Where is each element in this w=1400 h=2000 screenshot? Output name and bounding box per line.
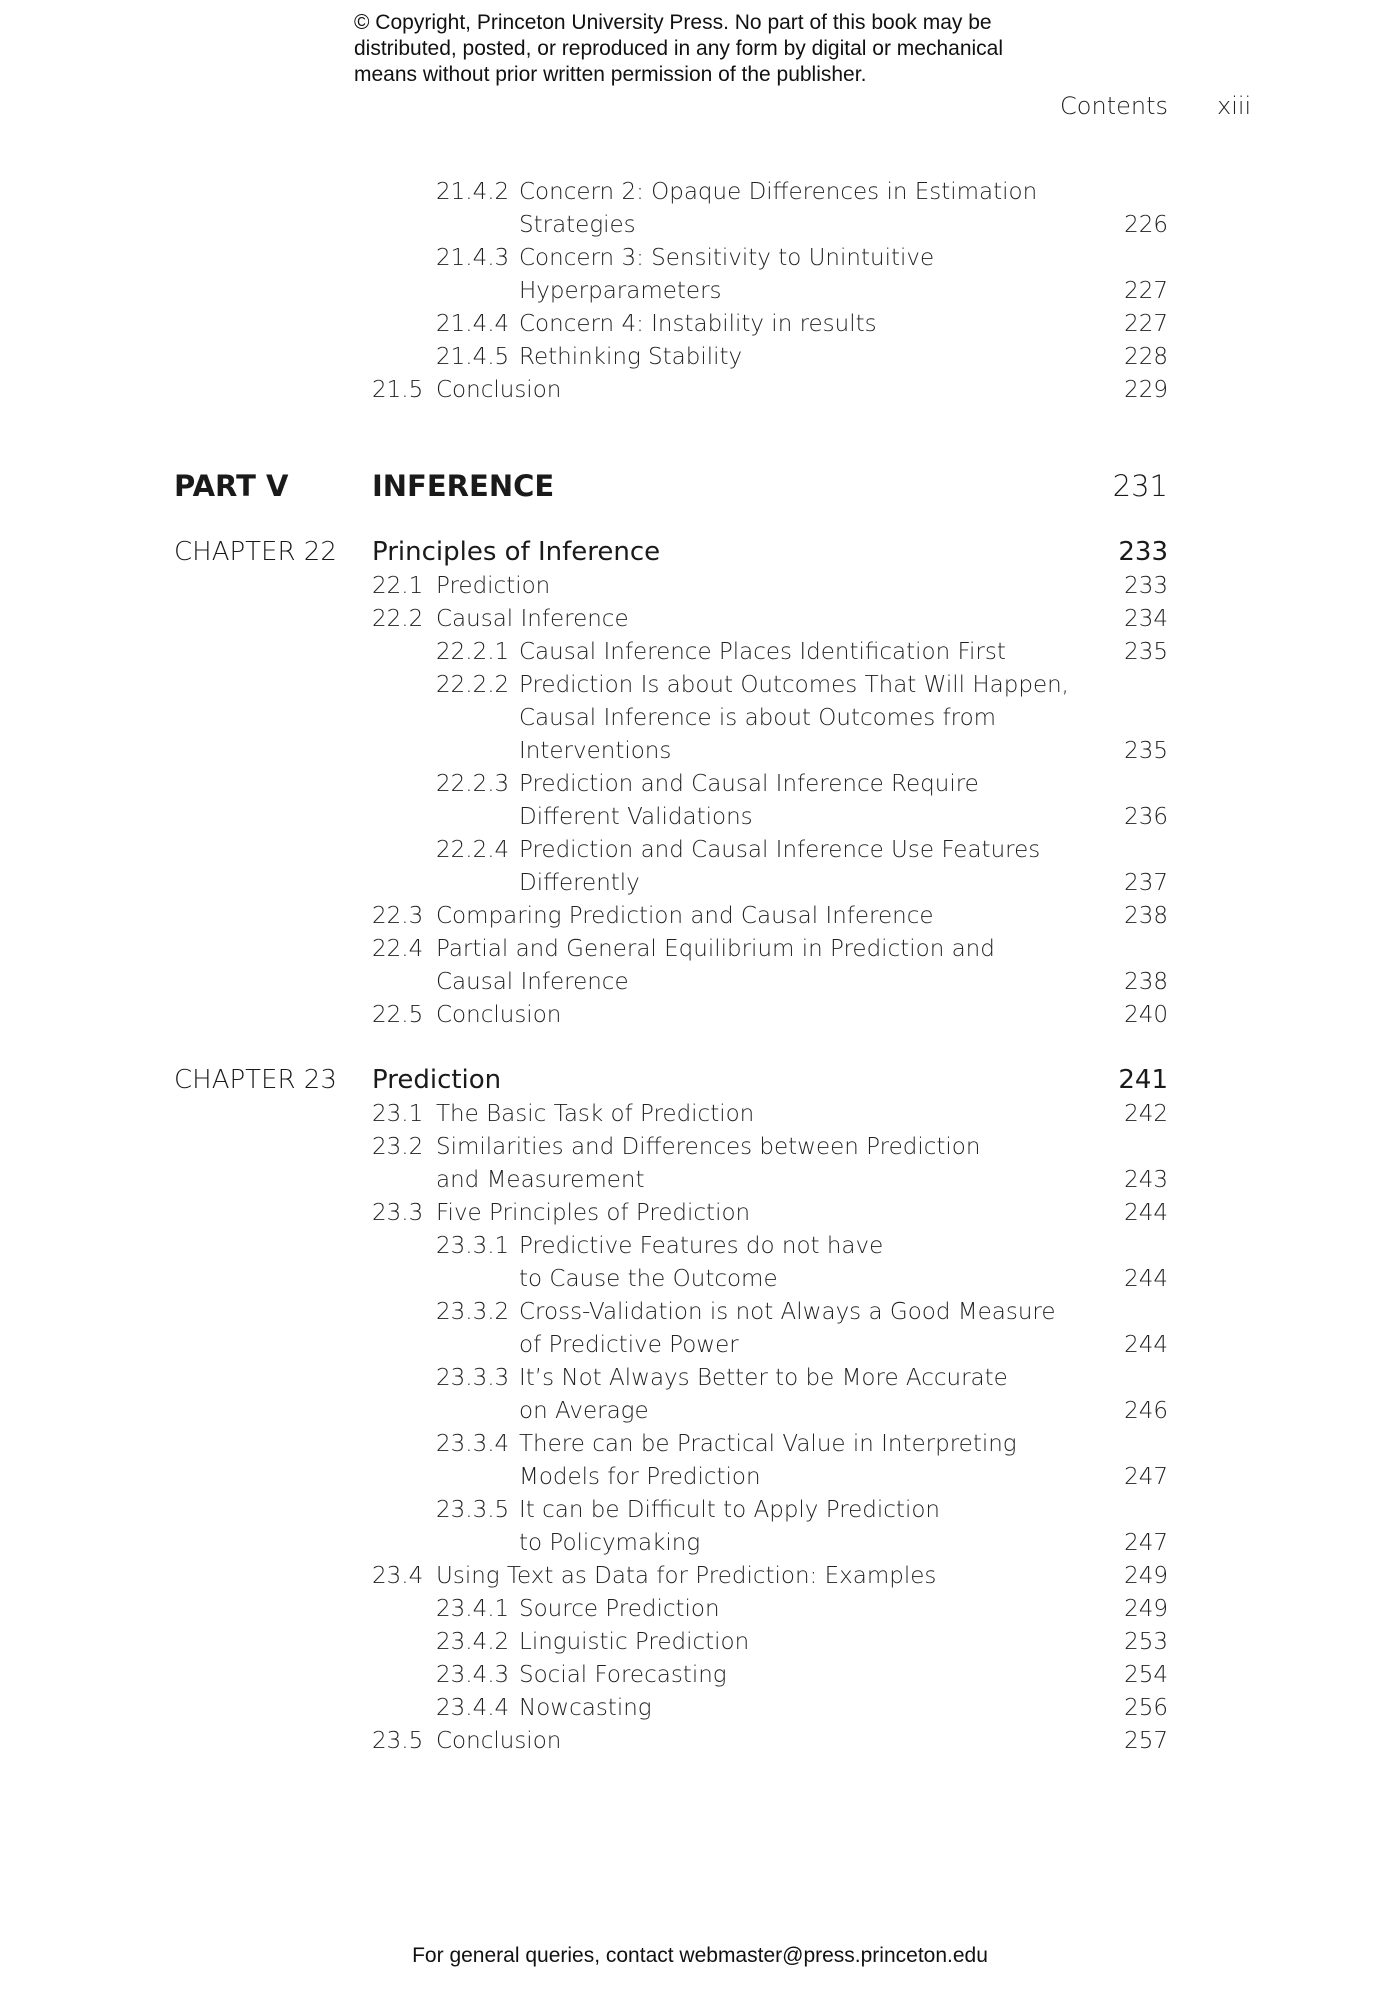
toc-entry-page: 233 xyxy=(1124,573,1168,599)
toc-entry-title: Conclusion xyxy=(436,377,562,403)
toc-entry-continuation[interactable] xyxy=(0,735,1400,767)
toc-entry-number: 23.3.3 xyxy=(436,1365,510,1391)
toc-entry-number: 23.4.3 xyxy=(436,1662,510,1688)
copyright-line-1: © Copyright, Princeton University Press. No part of this book may be xyxy=(354,11,992,34)
toc-entry[interactable] xyxy=(0,1131,1400,1163)
toc-entry[interactable] xyxy=(0,1626,1400,1658)
toc-entry-page: 244 xyxy=(1124,1200,1168,1226)
toc-entry-page: 226 xyxy=(1124,212,1168,238)
toc-entry[interactable] xyxy=(0,603,1400,635)
toc-entry-number: 23.5 xyxy=(372,1728,424,1754)
chapter-title: Principles of Inference xyxy=(372,537,661,567)
toc-entry-page: 229 xyxy=(1124,377,1168,403)
toc-entry[interactable] xyxy=(0,1560,1400,1592)
toc-entry-title: Nowcasting xyxy=(519,1695,652,1721)
toc-entry-title: Comparing Prediction and Causal Inference xyxy=(436,903,934,929)
toc-entry-continuation[interactable] xyxy=(0,1527,1400,1559)
toc-entry-title: Prediction and Causal Inference Require xyxy=(519,771,979,797)
toc-entry-number: 23.4.4 xyxy=(436,1695,510,1721)
toc-entry-continuation[interactable] xyxy=(0,1461,1400,1493)
toc-entry-page: 246 xyxy=(1124,1398,1168,1424)
toc-entry-title: It can be Difficult to Apply Prediction xyxy=(519,1497,940,1523)
toc-entry-title-cont: and Measurement xyxy=(436,1167,645,1193)
toc-entry-title-cont: to Policymaking xyxy=(519,1530,701,1556)
toc-entry[interactable] xyxy=(0,768,1400,800)
toc-entry-page: 240 xyxy=(1124,1002,1168,1028)
footer-contact: For general queries, contact webmaster@press.princeton.edu xyxy=(412,1944,988,1967)
toc-entry[interactable] xyxy=(0,636,1400,668)
toc-entry-page: 247 xyxy=(1124,1464,1168,1490)
toc-entry-title: Partial and General Equilibrium in Prediction and xyxy=(436,936,995,962)
toc-entry[interactable] xyxy=(0,1725,1400,1757)
toc-entry-page: 249 xyxy=(1124,1563,1168,1589)
toc-entry-page: 236 xyxy=(1124,804,1168,830)
toc-entry-continuation[interactable] xyxy=(0,275,1400,307)
toc-entry-number: 21.4.2 xyxy=(436,179,510,205)
toc-entry-page: 234 xyxy=(1124,606,1168,632)
toc-entry-continuation[interactable] xyxy=(0,1263,1400,1295)
chapter-label: CHAPTER 22 xyxy=(174,537,337,567)
part-page: 231 xyxy=(1112,469,1168,503)
toc-entry-title: Linguistic Prediction xyxy=(519,1629,750,1655)
toc-entry-number: 23.2 xyxy=(372,1134,424,1160)
toc-entry[interactable] xyxy=(0,1659,1400,1691)
toc-entry-title: Causal Inference xyxy=(436,606,629,632)
toc-entry-number: 23.3.5 xyxy=(436,1497,510,1523)
chapter-heading[interactable] xyxy=(0,534,1400,570)
toc-entry-title: The Basic Task of Prediction xyxy=(436,1101,755,1127)
toc-entry[interactable] xyxy=(0,176,1400,208)
toc-entry-number: 22.5 xyxy=(372,1002,424,1028)
toc-entry-number: 22.2.1 xyxy=(436,639,510,665)
toc-entry-number: 23.1 xyxy=(372,1101,424,1127)
toc-entry-continuation[interactable] xyxy=(0,1164,1400,1196)
toc-entry-continuation[interactable] xyxy=(0,1395,1400,1427)
toc-entry[interactable] xyxy=(0,341,1400,373)
toc-entry-page: 238 xyxy=(1124,969,1168,995)
toc-entry-continuation[interactable] xyxy=(0,867,1400,899)
toc-entry-number: 21.4.5 xyxy=(436,344,510,370)
toc-entry-title-cont: Interventions xyxy=(519,738,672,764)
toc-entry[interactable] xyxy=(0,999,1400,1031)
toc-entry-number: 22.4 xyxy=(372,936,424,962)
toc-entry-number: 22.3 xyxy=(372,903,424,929)
toc-entry-number: 23.3.1 xyxy=(436,1233,510,1259)
toc-entry-title: Conclusion xyxy=(436,1728,562,1754)
toc-entry-number: 22.2.3 xyxy=(436,771,510,797)
toc-entry-number: 23.3.2 xyxy=(436,1299,510,1325)
toc-entry-page: 235 xyxy=(1124,639,1168,665)
toc-entry[interactable] xyxy=(0,374,1400,406)
copyright-line-2: distributed, posted, or reproduced in any form by digital or mechanical xyxy=(354,37,1004,60)
toc-entry-number: 21.5 xyxy=(372,377,424,403)
toc-entry-continuation[interactable] xyxy=(0,209,1400,241)
toc-entry[interactable] xyxy=(0,1593,1400,1625)
toc-entry-title-cont: to Cause the Outcome xyxy=(519,1266,778,1292)
toc-entry-title-cont: Hyperparameters xyxy=(519,278,722,304)
toc-entry-title: Social Forecasting xyxy=(519,1662,727,1688)
toc-entry-title: Predictive Features do not have xyxy=(519,1233,884,1259)
toc-entry-number: 23.4 xyxy=(372,1563,424,1589)
toc-entry-page: 247 xyxy=(1124,1530,1168,1556)
toc-entry-title-cont: Causal Inference xyxy=(436,969,629,995)
running-head-page-number: xiii xyxy=(1217,92,1252,120)
toc-entry-page: 249 xyxy=(1124,1596,1168,1622)
chapter-label: CHAPTER 23 xyxy=(174,1065,337,1095)
toc-entry-number: 21.4.3 xyxy=(436,245,510,271)
toc-entry-title-cont: on Average xyxy=(519,1398,649,1424)
toc-entry-title-cont: Different Validations xyxy=(519,804,753,830)
toc-entry-continuation[interactable] xyxy=(0,801,1400,833)
toc-entry-page: 228 xyxy=(1124,344,1168,370)
toc-entry[interactable] xyxy=(0,242,1400,274)
toc-entry[interactable] xyxy=(0,1428,1400,1460)
toc-entry[interactable] xyxy=(0,834,1400,866)
toc-entry-title-cont: Causal Inference is about Outcomes from xyxy=(519,705,997,731)
toc-entry-title: Cross-Validation is not Always a Good Measure xyxy=(519,1299,1056,1325)
chapter-page: 241 xyxy=(1118,1065,1168,1095)
toc-entry-number: 23.3.4 xyxy=(436,1431,510,1457)
toc-entry-page: 254 xyxy=(1124,1662,1168,1688)
toc-entry[interactable] xyxy=(0,1494,1400,1526)
toc-entry-title: Source Prediction xyxy=(519,1596,720,1622)
toc-entry[interactable] xyxy=(0,1098,1400,1130)
chapter-title: Prediction xyxy=(372,1065,502,1095)
toc-entry-title: Rethinking Stability xyxy=(519,344,743,370)
toc-entry[interactable] xyxy=(0,308,1400,340)
part-label: PART V xyxy=(174,469,289,503)
toc-entry-title-cont: of Predictive Power xyxy=(519,1332,739,1358)
toc-entry-title: It’s Not Always Better to be More Accurate xyxy=(519,1365,1008,1391)
part-heading[interactable] xyxy=(0,466,1400,506)
part-title: INFERENCE xyxy=(372,469,555,503)
toc-entry-page: 238 xyxy=(1124,903,1168,929)
toc-entry[interactable] xyxy=(0,1362,1400,1394)
toc-entry-number: 23.4.2 xyxy=(436,1629,510,1655)
toc-entry-title-cont: Models for Prediction xyxy=(519,1464,761,1490)
toc-entry[interactable] xyxy=(0,933,1400,965)
running-head-title: Contents xyxy=(1060,92,1168,120)
toc-entry-title: Concern 2: Opaque Differences in Estimation xyxy=(519,179,1038,205)
toc-entry-title: Using Text as Data for Prediction: Examples xyxy=(436,1563,937,1589)
toc-entry[interactable] xyxy=(0,1197,1400,1229)
running-head xyxy=(0,92,1400,122)
toc-entry-number: 22.2 xyxy=(372,606,424,632)
toc-entry-title: Concern 4: Instability in results xyxy=(519,311,877,337)
toc-entry-page: 227 xyxy=(1124,278,1168,304)
toc-entry-number: 23.4.1 xyxy=(436,1596,510,1622)
toc-entry-title: Prediction and Causal Inference Use Features xyxy=(519,837,1041,863)
toc-entry-title-cont: Differently xyxy=(519,870,640,896)
toc-entry-number: 22.1 xyxy=(372,573,424,599)
toc-entry-page: 227 xyxy=(1124,311,1168,337)
toc-entry[interactable] xyxy=(0,1296,1400,1328)
toc-entry-page: 257 xyxy=(1124,1728,1168,1754)
toc-entry-page: 243 xyxy=(1124,1167,1168,1193)
toc-entry-page: 242 xyxy=(1124,1101,1168,1127)
toc-entry-title: There can be Practical Value in Interpreting xyxy=(519,1431,1017,1457)
toc-entry-page: 256 xyxy=(1124,1695,1168,1721)
toc-entry-number: 22.2.2 xyxy=(436,672,510,698)
toc-entry-number: 21.4.4 xyxy=(436,311,510,337)
toc-entry-title: Five Principles of Prediction xyxy=(436,1200,751,1226)
toc-entry-continuation[interactable] xyxy=(0,702,1400,734)
copyright-notice xyxy=(354,10,1114,88)
toc-entry-page: 235 xyxy=(1124,738,1168,764)
toc-entry-continuation[interactable] xyxy=(0,966,1400,998)
toc-entry-title: Similarities and Differences between Prediction xyxy=(436,1134,981,1160)
toc-entry-page: 237 xyxy=(1124,870,1168,896)
toc-entry-page: 244 xyxy=(1124,1266,1168,1292)
toc-entry[interactable] xyxy=(0,570,1400,602)
toc-entry-title: Concern 3: Sensitivity to Unintuitive xyxy=(519,245,935,271)
chapter-heading[interactable] xyxy=(0,1062,1400,1098)
toc-entry[interactable] xyxy=(0,1692,1400,1724)
chapter-page: 233 xyxy=(1118,537,1168,567)
toc-entry-number: 22.2.4 xyxy=(436,837,510,863)
toc-entry[interactable] xyxy=(0,900,1400,932)
toc-entry-title: Conclusion xyxy=(436,1002,562,1028)
toc-entry-page: 244 xyxy=(1124,1332,1168,1358)
copyright-line-3: means without prior written permission of the publisher. xyxy=(354,63,867,86)
toc-entry-page: 253 xyxy=(1124,1629,1168,1655)
toc-entry-title: Prediction Is about Outcomes That Will Happen, xyxy=(519,672,1069,698)
toc-entry[interactable] xyxy=(0,1230,1400,1262)
toc-entry-title: Prediction xyxy=(436,573,551,599)
toc-entry-title: Causal Inference Places Identification First xyxy=(519,639,1006,665)
toc-entry-title-cont: Strategies xyxy=(519,212,636,238)
toc-entry-number: 23.3 xyxy=(372,1200,424,1226)
toc-entry-continuation[interactable] xyxy=(0,1329,1400,1361)
toc-entry[interactable] xyxy=(0,669,1400,701)
